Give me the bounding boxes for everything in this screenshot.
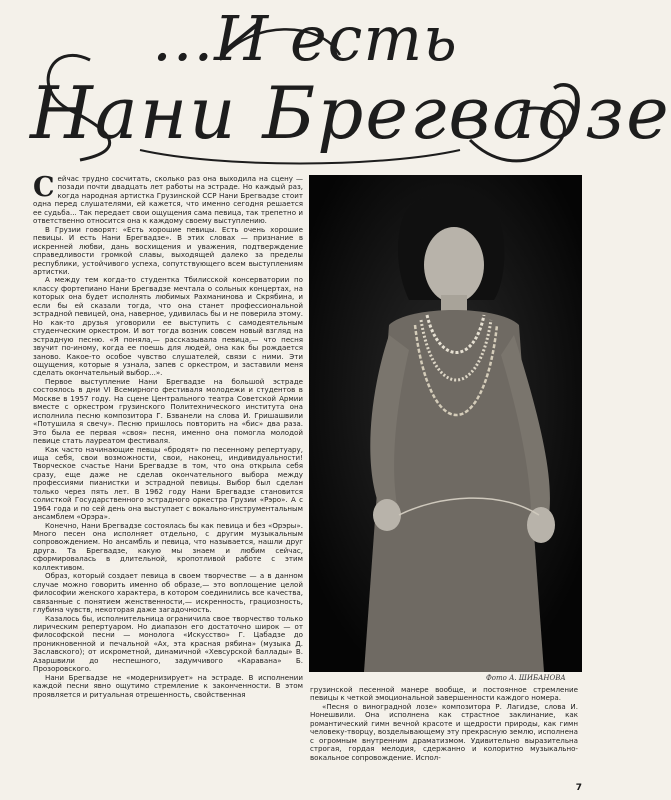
article-right-column <box>310 686 578 778</box>
title-line-2: Нани Брегвадзе <box>30 71 671 155</box>
article-paragraph: грузинской песенной манере вообще, и постоянное стремление певицы к четкой эмоциональной завершенности каждого номера. <box>310 685 578 703</box>
photo-credit: Фото А. ШИБАНОВА <box>486 674 566 682</box>
article-paragraph: Как часто начинающие певцы «бродят» по песенному репертуару, ища себя, свои возможности, свои, наконец, индивидуальности! Творческое счастье Нани Брегвадзе в том, что она открыла себя сразу, еще даже не сделав окончательного выбора между профессиями пианистки и эстрадной певицы. Выбор был сделан только через пять лет. В 1962 году Нани Брегвадзе становится солисткой Государственного эстрадного оркестра Грузии «Рэро». А с 1964 года и по сей день она выступает с вокально-инструментальным ансамблем «Орэра». <box>33 444 303 522</box>
article-paragraph: Конечно, Нани Брегвадзе состоялась бы как певица и без «Орэры». Много песен она исполняет отдельно, с другим музыкальным сопровождением. Но ансамбль и певица, что называется, нашли друг друга. Та Брегвадзе, какую мы знаем и любим сейчас, сформировалась в длительной, кропотливой работе с этим коллективом. <box>33 520 303 572</box>
article-paragraph: А между тем когда-то студентка Тбилисской консерватории по классу фортепиано Нани Брегвадзе мечтала о сольных концертах, на которых она будет исполнять любимых Рахманинова и Скрябина, и если бы ей сказали тогда, что она станет профессиональной эстрадной певицей, она, наверное, удивилась бы и не поверила этому. Но как-то друзья уговорили ее выступить с самодеятельным студенческим оркестром. И вот тогда возник совсем новый взгляд на эстрадную песню. «Я поняла,— рассказывала певица,— что песня звучит по-иному, когда ее поешь для людей, она как бы рождается заново. Какое-то особое чувство слушателей, связи с ними. Эти ощущения, которые я узнала, запев с оркестром, и заставили меня сделать окончательный выбор...». <box>33 275 303 378</box>
article-paragraph: Образ, который создает певица в своем творчестве — а в данном случае можно говорить именно об образе,— это воплощение целой философии женского характера, в котором соединились все качества, связанные с понятием женственности,— искренность, грациозность, глубина чувств, некоторая даже загадочность. <box>33 571 303 615</box>
article-paragraph: Сейчас трудно сосчитать, сколько раз она выходила на сцену — позади почти двадцать лет работы на эстраде. Но каждый раз, когда народная артистка Грузинской ССР Нани Брегвадзе стоит одна перед слушателями, ей кажется, что именно сегодня решается ее судьба... Так передает свои ощущения сама певица, так трепетно и ответственно относится она к каждому своему выступлению. <box>33 172 303 226</box>
article-paragraph: Первое выступление Нани Брегвадзе на большой эстраде состоялось в дни VI Всемирного фестиваля молодежи и студентов в Москве в 1957 году. На сцене Центрального театра Советской Армии вместе с оркестром грузинского Политехнического института она исполнила песню композитора Г. Бзванели на слова И. Гришашвили «Потушила я свечу». Песню пришлось повторить на «бис» два раза. Это была ее первая «своя» песня, именно она помогла молодой певице стать лауреатом фестиваля. <box>33 376 303 446</box>
dropcap: С <box>33 172 55 203</box>
page-number: 7 <box>575 783 582 793</box>
article-paragraph: «Песня о виноградной лозе» композитора Р. Лагидзе, слова И. Нонешвили. Она исполнена как страстное заклинание, как романтический гимн вечной красоте и щедрости природы, как гимн человеку-творцу, возделывающему эту прекрасную землю, исполнена с огромным внутренним драматизмом. Удивительно выразительна строгая, гордая мелодия, сдержанно и колоритно музыкально-вокальное сопровождение. Испол- <box>310 701 578 762</box>
singer-silhouette <box>309 175 582 672</box>
singer-photo <box>309 175 582 672</box>
article-paragraph: В Грузии говорят: «Есть хорошие певицы. Есть очень хорошие певицы. И есть Нани Брегвадзе». В этих словах — признание в искренней любви, дань восхищения и уважения, подтверждение справедливости громкой славы, выходящей далеко за пределы республики, устойчивого успеха, сопутствующего всем выступлениям артистки. <box>33 224 303 276</box>
title-line-1: ...И есть <box>152 2 458 75</box>
article-paragraph: Нани Брегвадзе не «модернизирует» на эстраде. В исполнении каждой песни явно ощутимо стремление к законченности. В этом проявляется и ритуальная отрешенность, свойственная <box>33 672 303 699</box>
article-paragraph: Казалось бы, исполнительница ограничила свое творчество только лирическим репертуаром. Но диапазон его достаточно широк — от философской песни — монолога «Искусство» Г. Цабадзе до проникновенной и печальной «Ах, эта красная рябина» (музыка Д. Заславского); от искрометной, динамичной «Хевсурской баллады» В. Азаршвили до неспешного, задумчивого «Каравана» Б. Прозоровского. <box>33 613 303 674</box>
article-left-column <box>33 172 303 777</box>
